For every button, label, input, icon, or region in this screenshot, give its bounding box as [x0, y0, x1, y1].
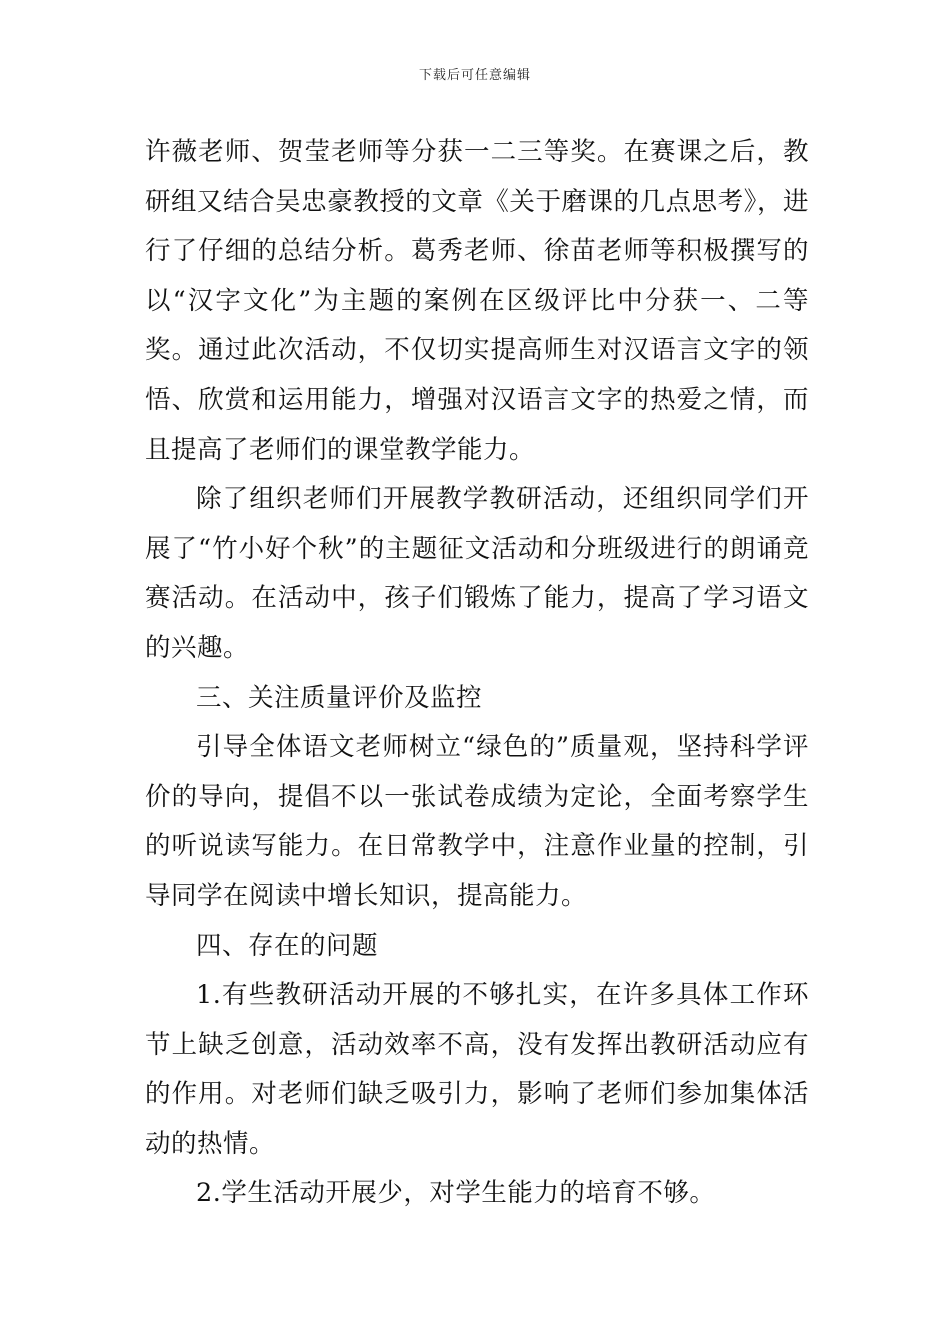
page-header: 下载后可任意编辑 [418, 68, 531, 83]
problem-item-2: 2.学生活动开展少，对学生能力的培育不够。 [196, 1178, 716, 1209]
section-heading-quality-evaluation: 三、关注质量评价及监控 [196, 682, 483, 713]
paragraph-awards-summary: 许薇老师、贺莹老师等分获一二三等奖。在赛课之后，教研组又结合吴忠豪教授的文章《关于磨课的几点思考》，进行了仔细的总结分析。葛秀老师、徐苗老师等积极撰写的以“汉字文化”为主题的案例在区级评比中分获一、二等奖。通过此次活动，不仅切实提高师生对汉语言文字的领悟、欣赏和运用能力，增强对汉语言文字的热爱之情，而且提高了老师们的课堂教学能力。 [145, 137, 809, 465]
paragraph-quality-view: 引导全体语文老师树立“绿色的”质量观，坚持科学评价的导向，提倡不以一张试卷成绩为定论，全面考察学生的听说读写能力。在日常教学中，注意作业量的控制，引导同学在阅读中增长知识，提高能力。 [145, 732, 809, 911]
document-body [145, 128, 809, 1219]
paragraph-student-activities: 除了组织老师们开展教学教研活动，还组织同学们开展了“竹小好个秋”的主题征文活动和分班级进行的朗诵竞赛活动。在活动中，孩子们锻炼了能力，提高了学习语文的兴趣。 [145, 484, 809, 663]
section-heading-existing-problems: 四、存在的问题 [196, 930, 379, 961]
problem-item-1: 1.有些教研活动开展的不够扎实，在许多具体工作环节上缺乏创意，活动效率不高，没有发挥出教研活动应有的作用。对老师们缺乏吸引力，影响了老师们参加集体活动的热情。 [145, 980, 809, 1159]
